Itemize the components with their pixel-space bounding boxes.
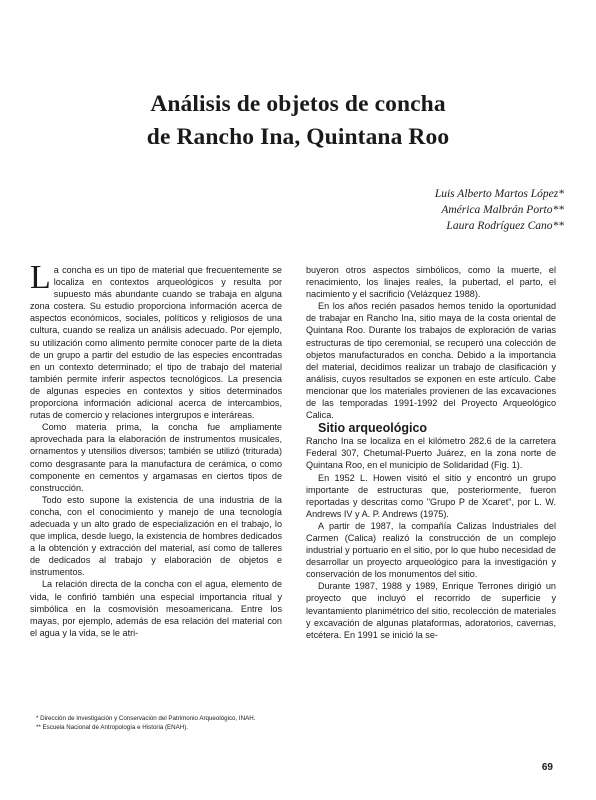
author-name: Luis Alberto Martos López*: [434, 188, 564, 200]
body-paragraph: A partir de 1987, la compañía Calizas Industriales del Carmen (Calica) realizó la construcción de un complejo industrial y portuario en el sitio, por lo que hubo necesidad de desarrollar un proyecto arqueológico para la investigación y conservación de los monumentos del sitio.: [306, 520, 556, 580]
body-paragraph: [30, 259, 282, 421]
footnote: ** Escuela Nacional de Antropología e Historia (ENAH).: [36, 723, 189, 731]
right-column: [306, 264, 556, 641]
author-name: América Malbrán Porto**: [441, 204, 564, 216]
page-number: 69: [541, 762, 553, 773]
drop-cap: L: [30, 259, 51, 296]
article-title-line-2: de Rancho Ina, Quintana Roo: [146, 124, 450, 150]
body-paragraph: Todo esto supone la existencia de una industria de la concha, con el conocimiento y manejo de una tecnología adecuada y un alto grado de especialización en el trabajo, lo que implica, desde luego, la existencia de hombres dedicados a la obtención y extracción del material, así como de talleres de dedicados al trabajo y elaboración de objetos e instrumentos.: [30, 494, 282, 578]
left-column: [30, 259, 282, 639]
body-paragraph: Rancho Ina se localiza en el kilómetro 282.6 de la carretera Federal 307, Chetumal-Puerto Juárez, en la zona norte de Quintana Roo, en el municipio de Solidaridad (Fig. 1).: [306, 436, 556, 471]
body-paragraph: En los años recién pasados hemos tenido la oportunidad de trabajar en Rancho Ina, sitio maya de la costa oriental de Quintana Roo. Durante los trabajos de exploración de varias estructuras de tipo ceremonial, se recuperó una colección de objetos manufacturados en concha. Debido a la importancia del material, decidimos realizar un trabajo de clasificación y análisis, cuyos resultados se exponen en este artículo. Cabe mencionar que los materiales provienen de las excavaciones de las temporadas 1991-1992 del Proyecto Arqueológico Calica.: [306, 301, 556, 421]
body-paragraph: Como materia prima, la concha fue ampliamente aprovechada para la elaboración de instrumentos musicales, ornamentos y utensilios diversos; también se utilizó (triturada) como desgrasante para la manufactura de cerámica, o como componente en cementos y argamasas en ciertos tipos de construcción.: [30, 422, 282, 493]
article-title-line-1: Análisis de objetos de concha: [150, 91, 446, 117]
footnote: * Dirección de Investigación y Conservación del Patrimonio Arqueológico, INAH.: [36, 715, 256, 722]
body-paragraph: buyeron otros aspectos simbólicos, como la muerte, el renacimiento, los linajes reales, la pubertad, el parto, el nacimiento y el sacrificio (Velázquez 1988).: [306, 265, 556, 300]
body-paragraph: La relación directa de la concha con el agua, elemento de vida, le confirió también una especial importancia ritual y simbólica en la cosmovisión mesoamericana. Entre los mayas, por ejemplo, además de esa relación del material con el agua y la vida, se le atri-: [30, 579, 282, 638]
article-title: [0, 88, 596, 154]
section-heading: Sitio arqueológico: [318, 421, 428, 436]
footnotes: [30, 715, 282, 732]
author-list: [435, 186, 564, 234]
paragraph-text: a concha es un tipo de material que frecuentemente se localiza en contextos arqueológicos y resulta por supuesto más abundante cuando se trabaja en alguna zona costera. Su estudio proporciona información acerca de aspectos económicos, sociales, políticos y religiosos de una cultura, cuando se realiza un análisis adecuado. Por ejemplo, su utilización como alimento permite conocer parte de la dieta de un grupo a partir del estudio de las especies encontradas en un contexto determinado; el tipo de trabajo del material también permite inferir aspectos tecnológicos. La presencia de algunas especies en contextos y sitios determinados proporciona información adicional acerca de intercambios, rutas de comercio y relaciones intergrupos e interáreas.: [30, 265, 282, 421]
author-name: Laura Rodríguez Cano**: [446, 220, 564, 232]
body-paragraph: En 1952 L. Howen visitó el sitio y encontró un grupo importante de estructuras que, posteriormente, fueron reportadas y descritas como "Grupo P de Xcaret", por L. W. Andrews IV y A. P. Andrews (1975).: [306, 472, 556, 519]
body-paragraph: Durante 1987, 1988 y 1989, Enrique Terrones dirigió un proyecto que incluyó el recorrido de superficie y levantamiento planimétrico del sitio, recolección de materiales y excavación de algunas plataformas, adoratorios, cavernas, etcétera. En 1991 se inició la se-: [306, 581, 556, 640]
